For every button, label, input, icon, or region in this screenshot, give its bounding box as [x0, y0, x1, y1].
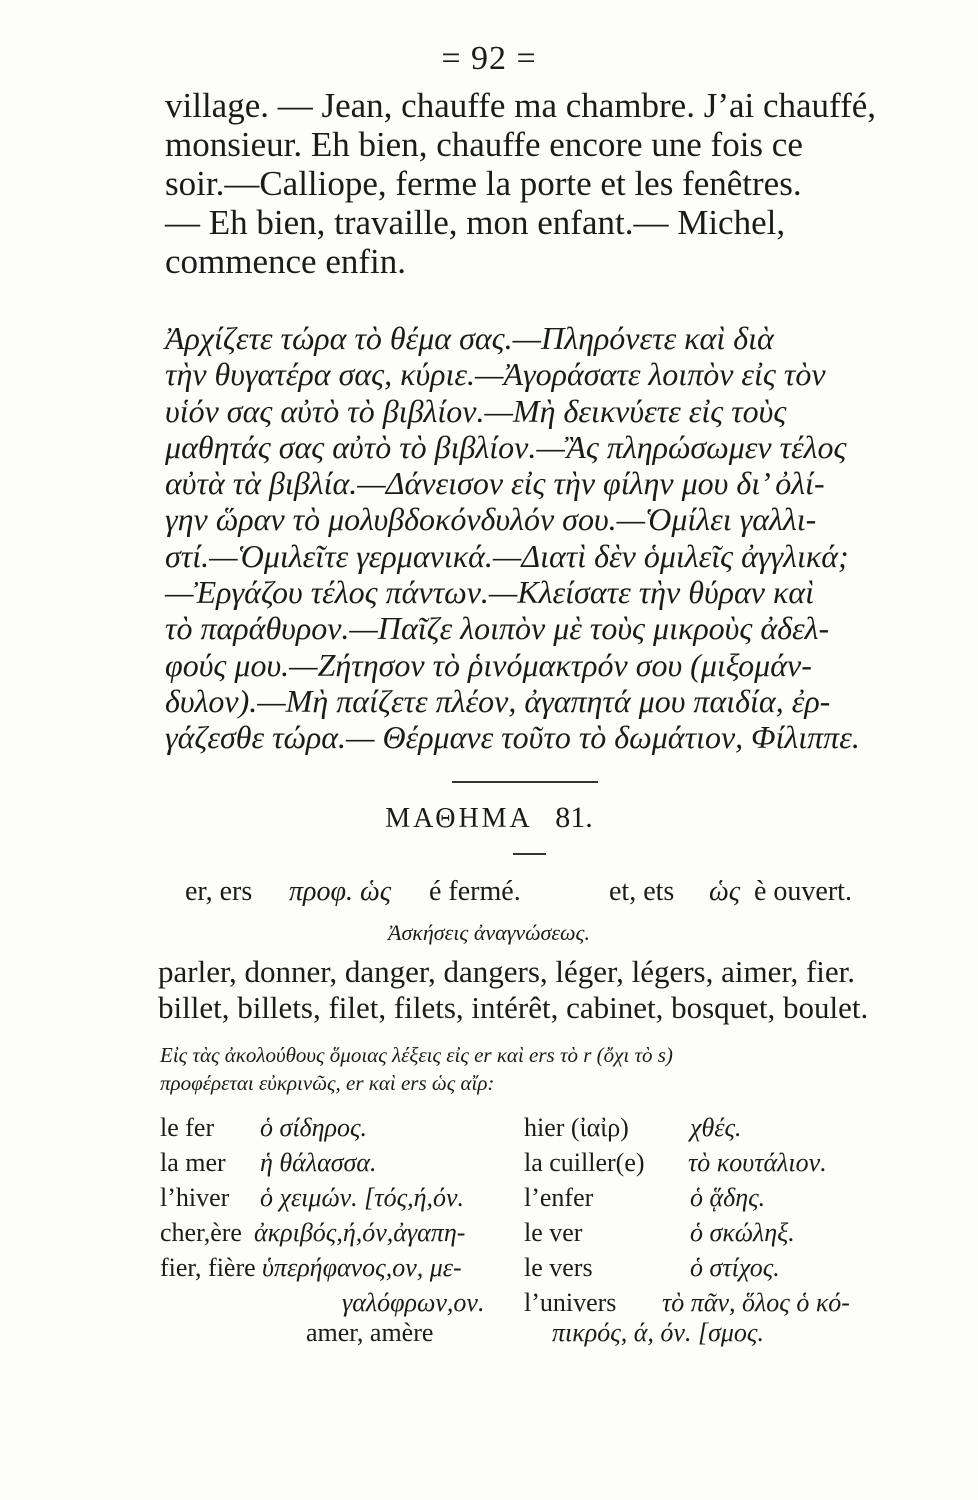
text-line: γάζεσθε τώρα.— Θέρμανε τοῦτο τὸ δωμάτιον, Φίλιππε. — [165, 719, 860, 756]
text-line: φούς μου.—Ζήτησον τὸ ῥινόμακτρόν σου (μιξομάν- — [165, 646, 812, 683]
text-line: δυλον).—Μὴ παίζετε πλέον, ἀγαπητά μου παιδία, ἐρ- — [165, 682, 831, 719]
text-line: village. — Jean, chauffe ma chambre. J’ai chauffé, — [165, 86, 877, 125]
vocabulary-table — [0, 1113, 978, 1353]
page-number: = 92 = — [441, 40, 537, 77]
vocab-french: le ver — [524, 1218, 583, 1247]
pron-left-value: é fermé. — [429, 876, 521, 907]
greek-paragraph — [165, 320, 905, 756]
section-divider — [452, 781, 598, 783]
vocab-greek: τὸ πᾶν, ὅλος ὁ κό- — [662, 1288, 850, 1317]
vocab-greek: ὁ σίδηρος. — [260, 1113, 368, 1142]
vocab-french: hier (ἰαἰρ) — [524, 1113, 629, 1142]
lesson-title: ΜΑΘΗΜΑ — [385, 803, 532, 834]
pronunciation-note — [160, 1041, 910, 1097]
vocab-french: le fer — [160, 1113, 215, 1142]
note-line: προφέρεται εὐκρινῶς, er καὶ ers ὡς αἴρ: — [160, 1071, 495, 1095]
text-line: monsieur. Eh bien, chauffe encore une fois ce — [165, 125, 803, 164]
pron-right-value: è ouvert. — [754, 876, 852, 907]
vocab-greek: γαλόφρων,ον. — [342, 1288, 485, 1317]
word-line: billet, billets, filet, filets, intérêt, cabinet, bosquet, boulet. — [158, 990, 869, 1025]
vocab-greek: ἡ θάλασσα. — [260, 1148, 377, 1177]
vocab-greek: πικρός, ά, όν. [σμος. — [552, 1318, 764, 1347]
vocab-french: l’hiver — [160, 1183, 230, 1212]
vocab-french: fier, fière — [160, 1253, 256, 1282]
text-line: commence enfin. — [165, 242, 407, 281]
lesson-heading — [0, 801, 978, 835]
vocab-greek: ὁ σκώληξ. — [690, 1218, 795, 1247]
vocab-greek: ὑπερήφανος,ον, με- — [262, 1253, 462, 1282]
text-line: τὸ παράθυρον.—Παῖζε λοιπὸν μὲ τοὺς μικροὺς ἀδελ- — [165, 610, 830, 647]
word-line: parler, donner, danger, dangers, léger, légers, aimer, fier. — [158, 954, 856, 989]
french-paragraph — [165, 86, 905, 281]
vocab-greek: τὸ κουτάλιον. — [688, 1148, 827, 1177]
vocab-greek: ὁ στίχος. — [690, 1253, 780, 1282]
exercises-title: Ἀσκήσεις ἀναγνώσεως. — [388, 920, 590, 945]
vocab-french: la mer — [160, 1148, 226, 1177]
text-line: τὴν θυγατέρα σας, κύριε.—Ἀγοράσατε λοιπὸν εἰς τὸν — [165, 356, 826, 393]
lesson-number: 81. — [555, 801, 593, 834]
pron-right-french: et, ets — [609, 876, 675, 907]
pron-right-greek: ὡς — [709, 876, 741, 907]
text-line: μαθητάς σας αὐτὸ τὸ βιβλίον.—Ἂς πληρώσωμεν τέλος — [165, 428, 847, 465]
text-line: — Eh bien, travaille, mon enfant.— Michel, — [165, 203, 786, 242]
small-divider — [513, 853, 546, 855]
vocab-greek: ὁ ᾅδης. — [690, 1183, 766, 1212]
pron-left-french: er, ers — [185, 876, 253, 907]
text-line: —Ἐργάζου τέλος πάντων.—Κλείσατε τὴν θύραν καὶ — [165, 574, 815, 611]
pron-left-greek: προφ. ὡς — [289, 876, 392, 907]
text-line: γην ὥραν τὸ μολυβδοκόνδυλόν σου.—Ὁμίλει γαλλι- — [165, 501, 817, 538]
vocab-french: amer, amère — [306, 1318, 434, 1347]
vocab-greek: χθές. — [690, 1113, 742, 1142]
vocab-french: cher,ère — [160, 1218, 242, 1247]
pronunciation-rule — [185, 876, 895, 912]
vocab-greek: ἀκριβός,ή,όν,ἀγαπη- — [254, 1218, 466, 1247]
text-line: soir.—Calliope, ferme la porte et les fenêtres. — [165, 164, 802, 203]
vocab-french: la cuiller(e) — [524, 1148, 645, 1177]
text-line: στί.—Ὁμιλεῖτε γερμανικά.—Διατὶ δὲν ὁμιλεῖς ἀγγλικά; — [165, 537, 849, 574]
vocab-french: l’univers — [524, 1288, 617, 1317]
note-line: Εἰς τὰς ἀκολούθους ὅμοιας λέξεις εἰς er καὶ ers τὸ r (ὄχι τὸ s) — [160, 1043, 673, 1067]
vocab-greek: ὁ χειμών. [τός,ή,όν. — [260, 1183, 465, 1212]
vocab-french: l’enfer — [524, 1183, 594, 1212]
reading-words — [158, 954, 908, 1026]
text-line: υἱόν σας αὐτὸ τὸ βιβλίον.—Μὴ δεικνύετε εἰς τοὺς — [165, 392, 787, 429]
text-line: Ἀρχίζετε τώρα τὸ θέμα σας.—Πληρόνετε καὶ διὰ — [165, 320, 774, 356]
vocab-french: le vers — [524, 1253, 593, 1282]
text-line: αὐτὰ τὰ βιβλία.—Δάνεισον εἰς τὴν φίλην μου δι’ ὀλί- — [165, 465, 825, 502]
